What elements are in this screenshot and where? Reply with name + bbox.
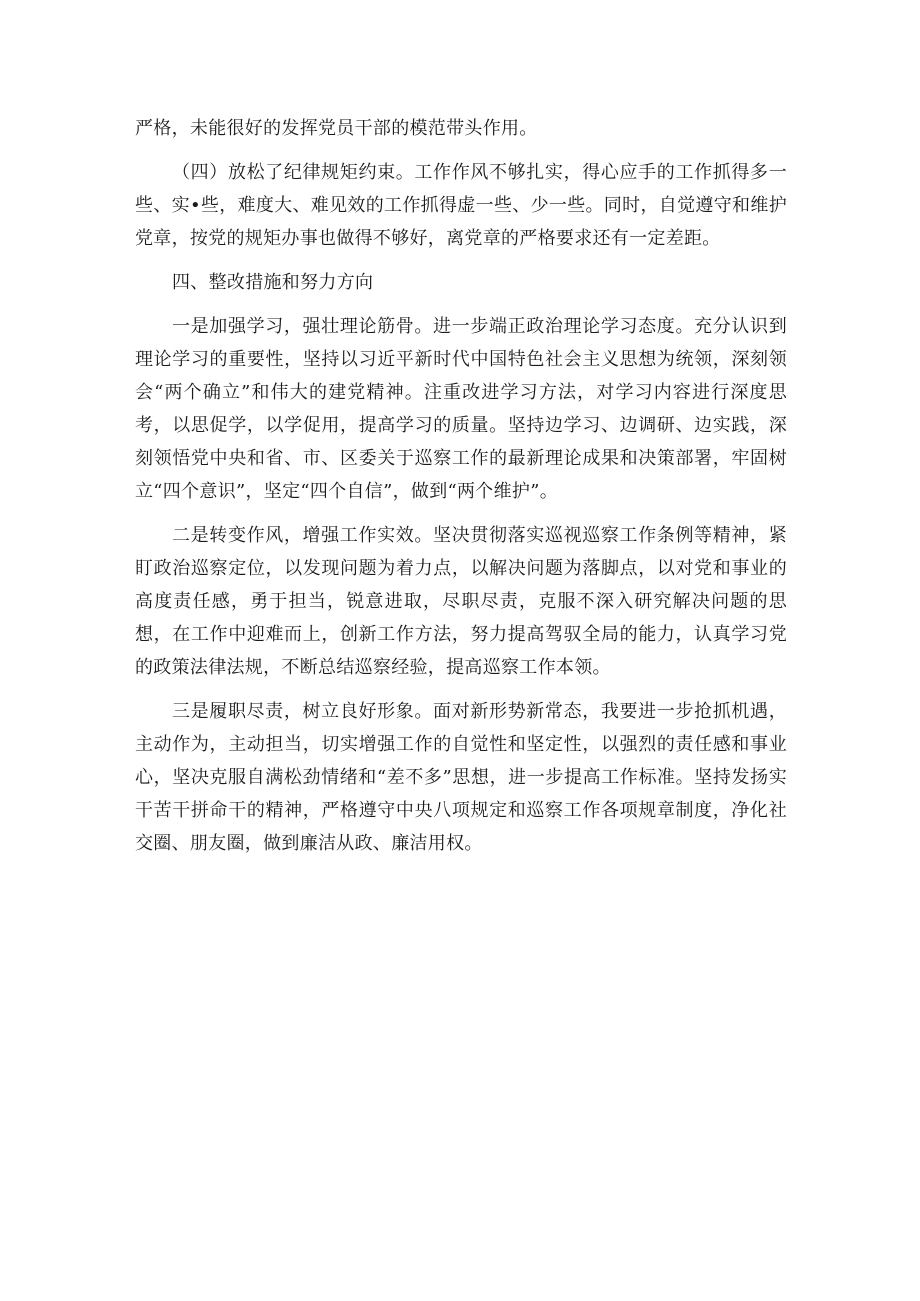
paragraph-work-style: 二是转变作风，增强工作实效。坚决贯彻落实巡视巡察工作条例等精神，紧盯政治巡察定位，以发现问题为着力点，以解决问题为落脚点，以对党和事业的高度责任感，勇于担当，锐意进取，尽职尽责，克服不深入研究解决问题的思想，在工作中迎难而上，创新工作方法，努力提高驾驭全局的能力，认真学习党的政策法律法规，不断总结巡察经验，提高巡察工作本领。	[135, 525, 787, 678]
paragraph-continuation: 严格，未能很好的发挥党员干部的模范带头作用。	[135, 118, 538, 139]
section-heading-rectification: 四、整改措施和努力方向	[172, 272, 374, 293]
paragraph-study: 一是加强学习，强壮理论筋骨。进一步端正政治理论学习态度。充分认识到理论学习的重要性，坚持以习近平新时代中国特色社会主义思想为统领，深刻领会“两个确立”和伟大的建党精神。注重改进学习方法，对学习内容进行深度思考，以思促学，以学促用，提高学习的质量。坚持边学习、边调研、边实践，深刻领悟党中央和省、市、区委关于巡察工作的最新理论成果和决策部署，牢固树立“四个意识”，坚定“四个自信”，做到“两个维护”。	[135, 316, 787, 502]
document-body	[135, 112, 787, 871]
paragraph-discipline: （四）放松了纪律规矩约束。工作作风不够扎实，得心应手的工作抓得多一些、实•些，难度大、难见效的工作抓得虚一些、少一些。同时，自觉遵守和维护党章，按党的规矩办事也做得不够好，离党章的严格要求还有一定差距。	[135, 162, 787, 249]
paragraph-duty: 三是履职尽责，树立良好形象。面对新形势新常态，我要进一步抢抓机遇，主动作为，主动担当，切实增强工作的自觉性和坚定性，以强烈的责任感和事业心，坚决克服自满松劲情绪和“差不多”思想，进一步提高工作标准。坚持发扬实干苦干拼命干的精神，严格遵守中央八项规定和巡察工作各项规章制度，净化社交圈、朋友圈，做到廉洁从政、廉洁用权。	[135, 701, 787, 854]
